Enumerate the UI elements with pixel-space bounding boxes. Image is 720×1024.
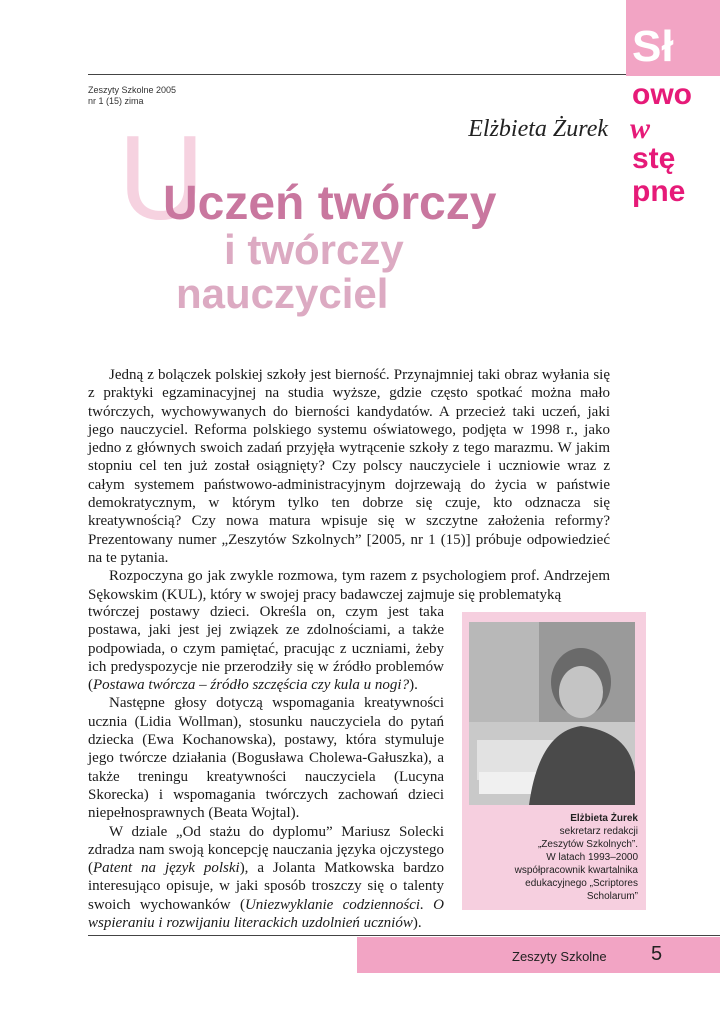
paragraph-2-text: twórczej postawy dzieci. Określa on, czym jest taka postawa, jaki jest jej związek ze zdolnościami, a także podpowiada, o czym pamiętać, pracując z uczniami, żeby ich predyspozycje nie przerodziły się w źródło problemów ( — [88, 604, 444, 694]
caption-name: Elżbieta Żurek — [570, 813, 638, 824]
issue-line-2: nr 1 (15) zima — [88, 96, 144, 106]
paragraph-2-end: ). — [409, 677, 418, 694]
article-title-uniezwyklanie: Uniezwyklanie codzienności. O wspieraniu i rozwijaniu literackich uzdolnień uczniów — [88, 896, 444, 932]
caption-line-6: Scholarum” — [586, 891, 638, 902]
logo-line-1: Sł — [632, 22, 674, 71]
author-name: Elżbieta Żurek — [468, 116, 608, 142]
caption-line-3: W latach 1993–2000 — [546, 852, 638, 863]
title-line-2: i twórczy — [224, 226, 404, 273]
caption-line-1: sekretarz redakcji — [559, 826, 638, 837]
logo-line-2: owo — [632, 78, 692, 111]
paragraph-1: Jedną z bolączek polskiej szkoły jest bierność. Przynajmniej taki obraz wyłania się z praktyki egzaminacyjnej na studia wyższe, gdzie często spotkać można mało twórczych, wychowywanych do bierności kandydatów. A przecież taki uczeń, jaki jego nauczyciel. Reforma polskiego systemu oświatowego, podjęta w 1998 r., jako jedno z głównych swoich zadań przyjęła wytrącenie szkoły z tego marazmu. W jakim stopniu cel ten już został osiągnięty? Czy polscy nauczyciele i uczniowie wraz z całym systemem państwowo-administracyjnym dojrzewają do życia w państwie demokratycznym, w którym tylko ten dobrze się czuje, kto odznacza się kreatywnością? Czy nowa matura wpisuje się w szczytne założenia reformy? Prezentowany numer „Zeszytów Szkolnych” [2005, nr 1 (15)] próbuje odpowiedzieć na te pytania. — [88, 367, 610, 566]
header-rule — [88, 74, 626, 75]
paragraph-4-end: ). — [412, 915, 422, 932]
logo-line-3: w — [630, 112, 651, 145]
author-photo — [469, 622, 635, 805]
author-portrait-image — [469, 622, 635, 805]
paragraph-3: Następne głosy dotyczą wspomagania kreatywności ucznia (Lidia Wollman), stosunku nauczyciela do pytań dziecka (Ewa Kochanowska), postawy, która stymuluje jego twórcze działania (Bogusława Cholewa-Gałuszka), a także treningu kreatywności nauczyciela (Lucyna Skorecka) i wspomagania twórczych zachowań dzieci niepełnosprawnych (Beata Wojtal). — [88, 695, 444, 822]
caption-line-4: współpracownik kwartalnika — [514, 865, 638, 876]
article-title-postawa: Postawa twórcza – źródło szczęścia czy kula u nogi? — [93, 677, 410, 694]
title-line-3: nauczyciel — [176, 270, 389, 317]
title-initial-decoration: U — [118, 111, 205, 245]
issue-info — [88, 85, 176, 107]
article-body-wide — [88, 366, 610, 604]
paragraph-4-text-b: ), a Jolanta Matkowska bardzo interesująco opisuje, w jaki sposób troszczy się o talenty swoich wychowanków ( — [88, 860, 444, 913]
caption-line-2: „Zeszytów Szkolnych”. — [537, 839, 638, 850]
article-title-patent: Patent na język polski — [93, 860, 240, 877]
paragraph-4-text-a: W dziale „Od stażu do dyplomu” Mariusz Solecki zdradza nam swoją koncepcję nauczania języka ojczystego ( — [88, 823, 444, 877]
logo-line-4: stę — [632, 142, 676, 175]
photo-caption — [462, 812, 638, 903]
paragraph-2-start: Rozpoczyna go jak zwykle rozmowa, tym razem z psychologiem prof. Andrzejem Sękowskim (KUL), który w swojej pracy badawczej zajmuje się problematyką — [88, 568, 610, 603]
page-number: 5 — [651, 943, 663, 965]
slowo-wstepne-logo — [628, 22, 720, 242]
issue-line-1: Zeszyty Szkolne 2005 — [88, 85, 177, 95]
paragraph-4 — [88, 823, 444, 933]
article-body-narrow — [88, 603, 444, 932]
footer-rule — [88, 935, 720, 936]
title-line-1: Uczeń twórczy — [163, 177, 497, 230]
caption-line-5: edukacyjnego „Scriptores — [525, 878, 638, 889]
paragraph-2-continued — [88, 603, 444, 694]
logo-line-5: pne — [632, 175, 686, 208]
footer-journal-name: Zeszyty Szkolne — [512, 949, 607, 964]
